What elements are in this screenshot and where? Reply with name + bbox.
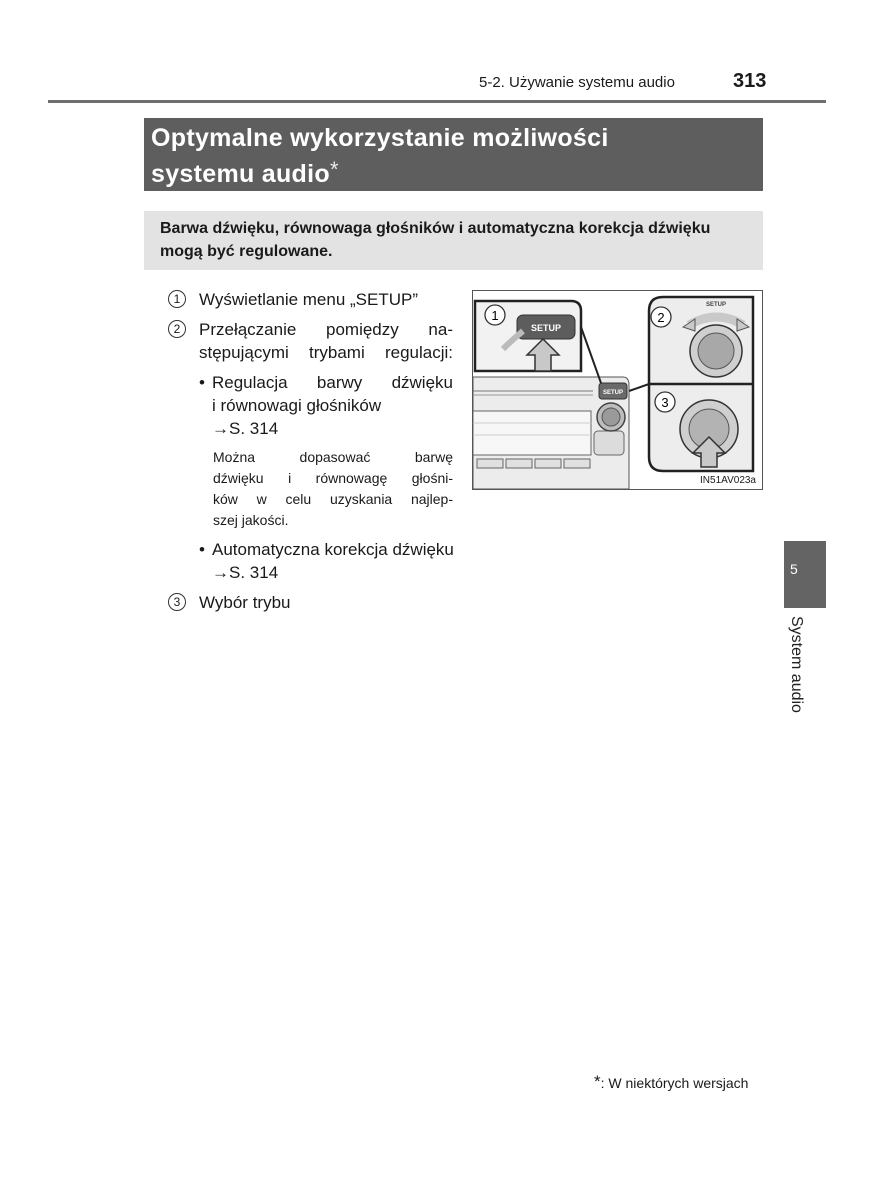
bullet-2-line-1: Automatyczna korekcja dźwięku (212, 540, 454, 559)
title-line-1: Optymalne wykorzystanie możliwości (151, 124, 609, 152)
page-title (144, 118, 763, 191)
page-number: 313 (733, 70, 767, 92)
bullet-1-note (213, 447, 453, 531)
chapter-number: 5 (790, 561, 798, 577)
display-screen (473, 411, 591, 455)
preset-button (535, 459, 561, 468)
panel-setup-label: SETUP (705, 302, 727, 308)
side-button (594, 431, 624, 455)
preset-button (564, 459, 590, 468)
step-number-2: 2 (168, 320, 186, 338)
note-line: dźwięku i równowagę głośni- (213, 470, 453, 486)
step-2-line-1: Przełączanie pomiędzy na- (199, 320, 453, 339)
footnote-text: : W niektórych wersjach (600, 1075, 749, 1091)
preset-button (477, 459, 503, 468)
section-heading: 5-2. Używanie systemu audio (479, 74, 675, 91)
note-line: szej jakości. (213, 512, 289, 528)
callout-number-1: 1 (491, 308, 499, 323)
chapter-label: System audio (788, 616, 805, 713)
setup-large-label: SETUP (530, 323, 562, 333)
setup-small-label: SETUP (602, 390, 624, 396)
knob-2-center (698, 333, 734, 369)
audio-panel-illustration (472, 290, 763, 490)
footnote (594, 1072, 748, 1092)
knob-small-center (602, 408, 620, 426)
bullet-marker: • (199, 373, 205, 392)
illustration-drawing (473, 291, 762, 489)
step-3-text: Wybór trybu (199, 593, 291, 612)
bullet-marker: • (199, 540, 205, 559)
note-line: Można dopasować barwę (213, 449, 453, 465)
bullet-2-reference: →S. 314 (212, 563, 279, 582)
footnote-asterisk: * (594, 1072, 601, 1091)
step-number-3: 3 (168, 593, 186, 611)
note-line: ków w celu uzyskania najlep- (213, 491, 453, 507)
figure-code: IN51AV023a (700, 475, 756, 486)
callout-3-line (629, 384, 649, 391)
summary-box: Barwa dźwięku, równowaga głośników i automatyczna korekcja dźwięku mogą być regulowane. (144, 211, 763, 270)
preset-button (506, 459, 532, 468)
step-number-1: 1 (168, 290, 186, 308)
asterisk-mark: * (329, 157, 339, 182)
bullet-1-line-2: i równowagi głośników (212, 396, 382, 415)
step-2-line-2: stępującymi trybami regulacji: (199, 343, 453, 362)
title-line-2: systemu audio* (151, 157, 339, 188)
bullet-1-line-1: Regulacja barwy dźwięku (212, 373, 453, 392)
bullet-1-reference: →S. 314 (212, 419, 279, 438)
callout-1-line (581, 327, 601, 383)
step-1-text: Wyświetlanie menu „SETUP” (199, 290, 419, 309)
header-divider (48, 100, 826, 103)
callout-number-3: 3 (661, 395, 669, 410)
callout-number-2: 2 (657, 310, 665, 325)
